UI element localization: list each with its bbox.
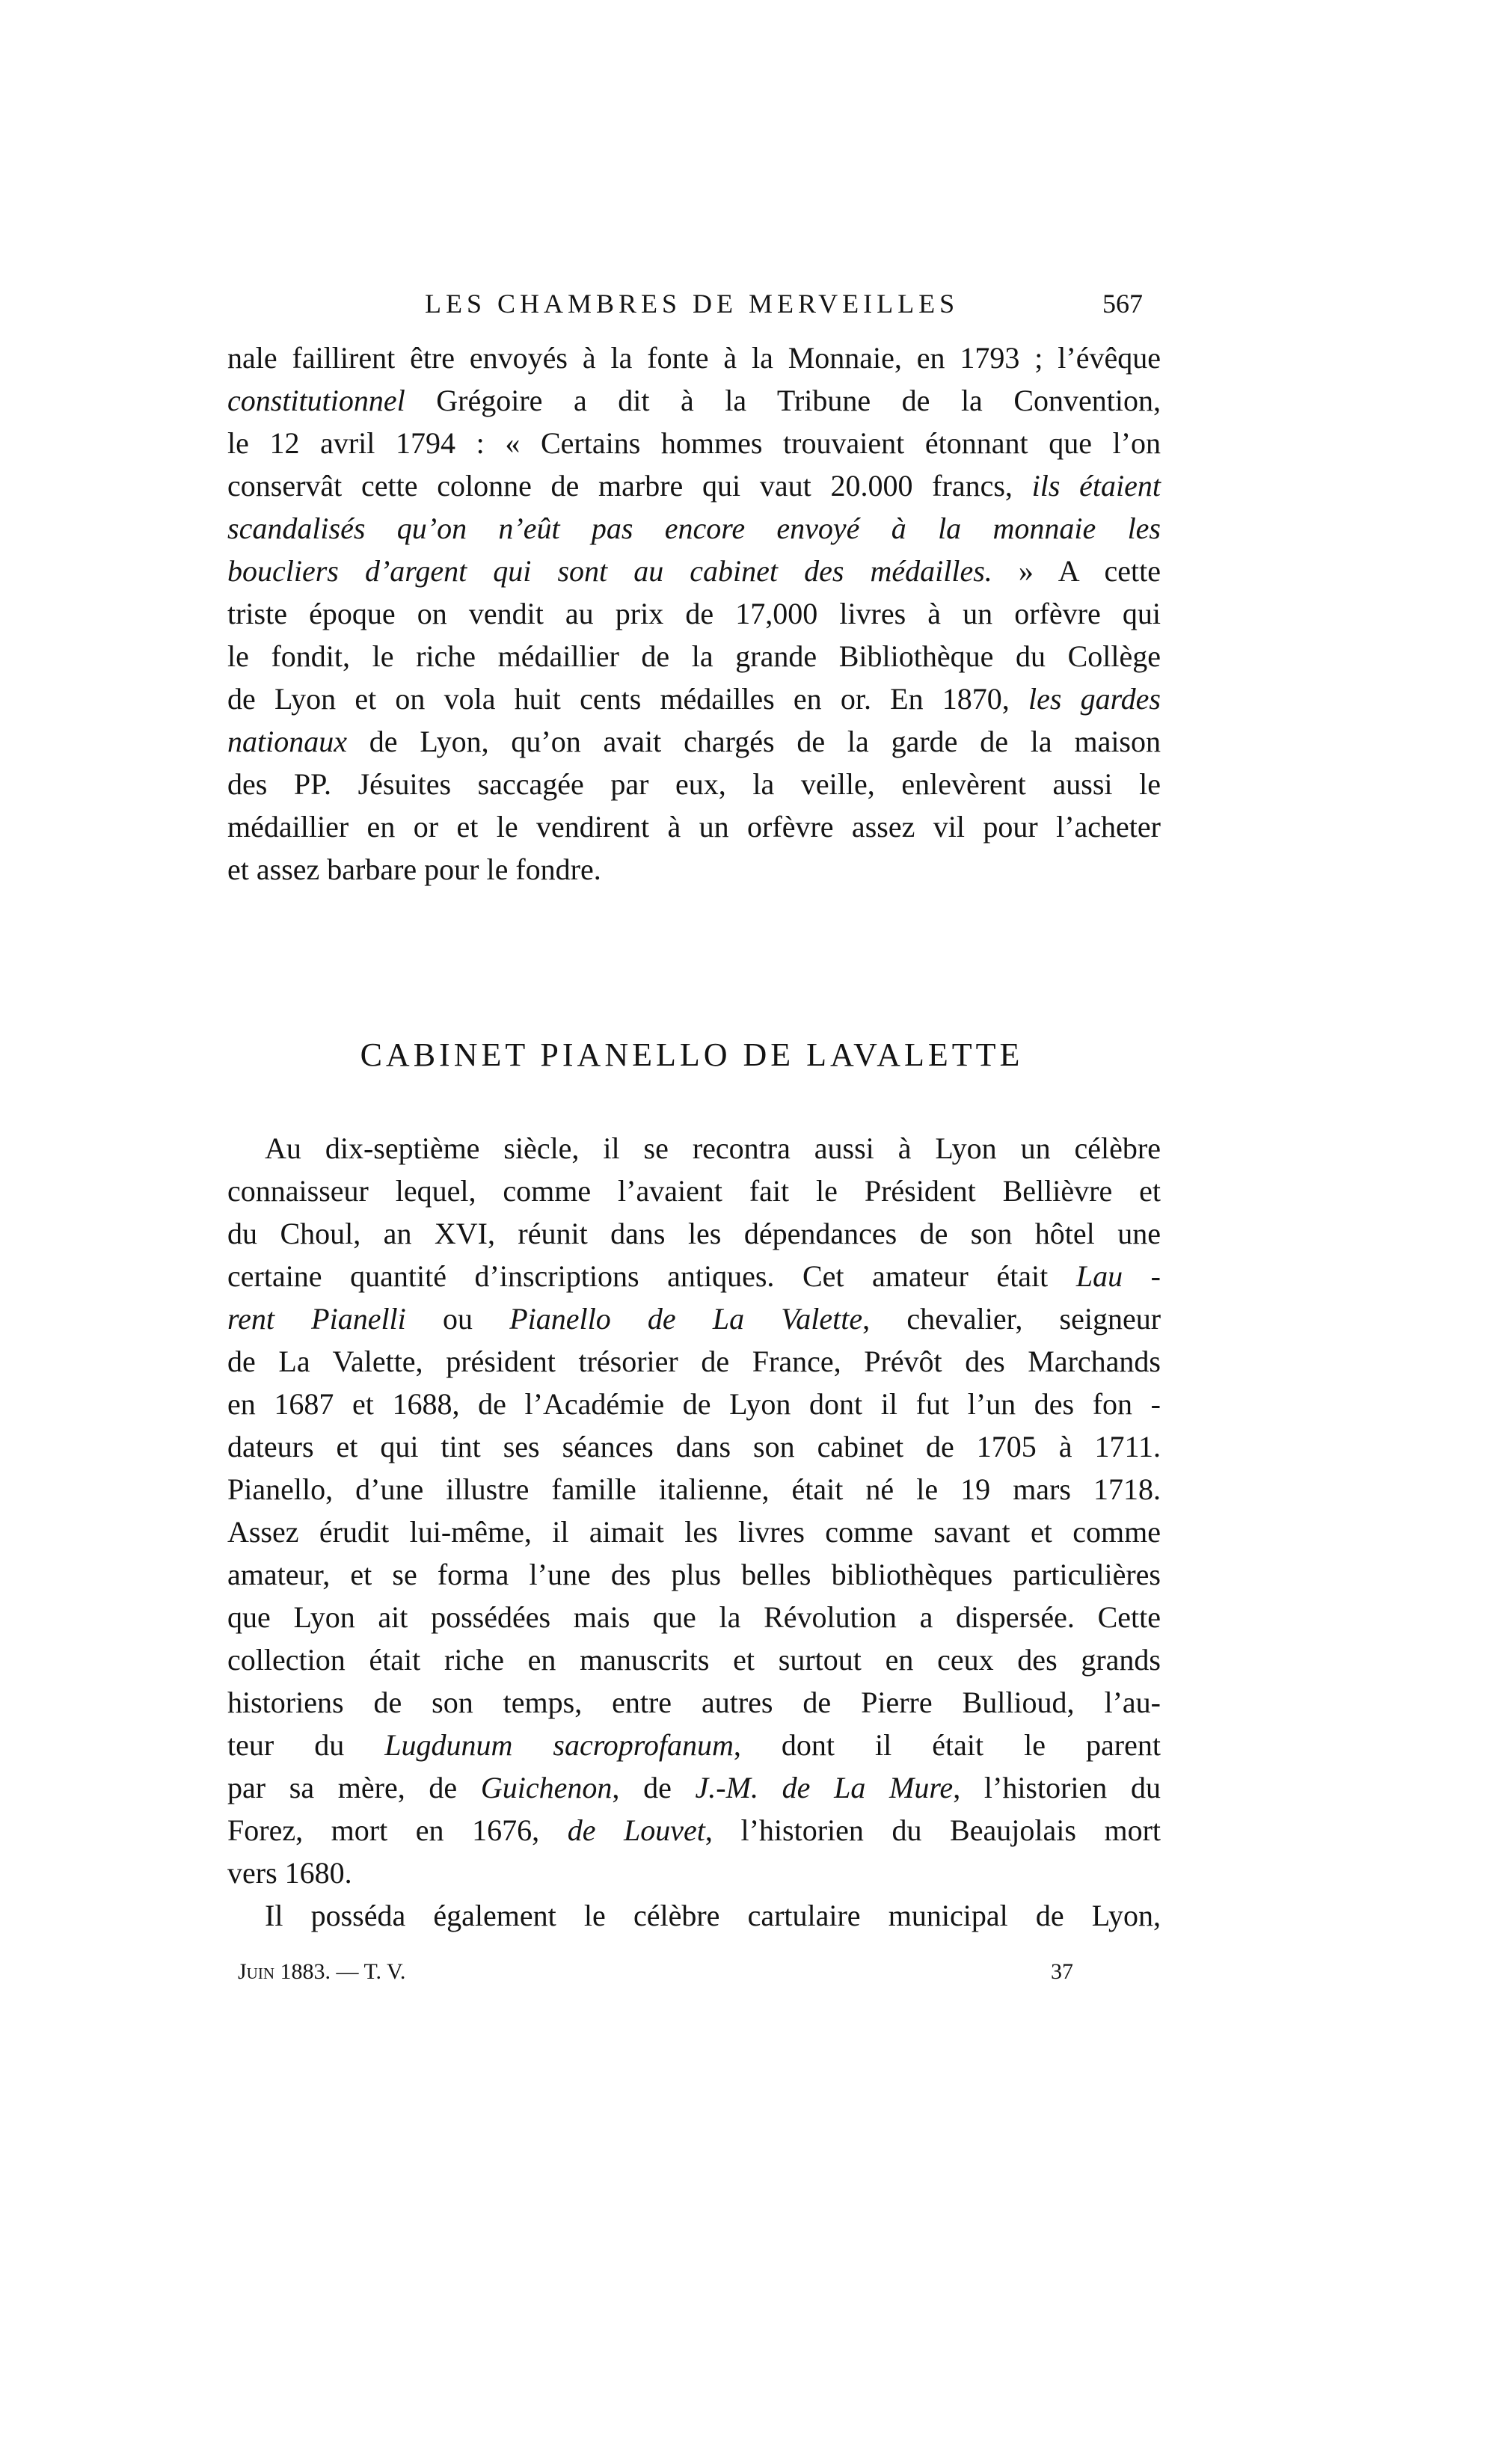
section-heading: CABINET PIANELLO DE LAVALETTE <box>360 1036 1024 1073</box>
text-run: triste époque on vendit au prix de 17,000 livres à un orfèvre qui <box>227 597 1161 630</box>
text-run: certaine quantité d’inscriptions antiques. Cet amateur était <box>227 1259 1076 1293</box>
text-run: historiens de son temps, entre autres de Pierre Bullioud, l’au- <box>227 1686 1161 1719</box>
italic-run: rent Pianelli <box>227 1302 406 1336</box>
text-line <box>227 1468 1161 1511</box>
text-run: , l’historien du <box>953 1771 1161 1804</box>
text-run: Pianello, d’une illustre famille italienne, était né le 19 mars 1718. <box>227 1472 1161 1506</box>
text-line <box>227 1681 1161 1724</box>
text-run: , chevalier, seigneur <box>862 1302 1161 1336</box>
italic-run: J.-M. de La Mure <box>695 1771 954 1804</box>
italic-run: Guichenon <box>480 1771 613 1804</box>
italic-run: de Louvet <box>567 1813 705 1847</box>
italic-run: scandalisés qu’on n’eût pas encore envoyé à la monnaie les <box>227 511 1161 545</box>
text-run: par sa mère, de <box>227 1771 481 1804</box>
paragraph-continuation <box>227 337 1161 891</box>
text-run: Il posséda également le célèbre cartulaire municipal de Lyon, <box>265 1899 1161 1932</box>
text-line <box>227 1425 1161 1468</box>
text-run: que Lyon ait possédées mais que la Révolution a dispersée. Cette <box>227 1600 1161 1634</box>
text-line <box>227 464 1161 507</box>
text-line <box>227 1596 1161 1638</box>
text-line <box>227 422 1161 464</box>
page-footer <box>238 1959 1105 1989</box>
signature-month: Juin <box>238 1959 274 1984</box>
text-run: Forez, mort en 1676, <box>227 1813 568 1847</box>
text-run: conservât cette colonne de marbre qui vaut 20.000 francs, <box>227 469 1032 503</box>
text-line <box>227 1894 1161 1937</box>
text-line <box>227 678 1161 720</box>
running-head <box>224 288 1159 325</box>
text-run: Au dix-septième siècle, il se recontra aussi à Lyon un célèbre <box>265 1131 1161 1165</box>
text-line <box>227 1212 1161 1255</box>
text-line <box>227 1255 1161 1297</box>
text-run: , l’historien du Beaujolais mort <box>705 1813 1161 1847</box>
text-run: Grégoire a dit à la Tribune de la Convention, <box>405 384 1161 417</box>
text-line <box>227 635 1161 678</box>
italic-run: nationaux <box>227 725 347 758</box>
italic-run: Pianello de La Valette <box>509 1302 863 1336</box>
text-run: » A cette <box>992 554 1161 588</box>
text-line <box>227 1170 1161 1212</box>
text-run: médaillier en or et le vendirent à un orfèvre assez vil pour l’acheter <box>227 810 1161 844</box>
text-run: teur du <box>227 1728 385 1762</box>
text-line <box>227 805 1161 848</box>
text-line <box>227 1297 1161 1340</box>
text-line <box>227 592 1161 635</box>
text-run: en 1687 et 1688, de l’Académie de Lyon dont il fut l’un des fon - <box>227 1387 1161 1421</box>
text-run: de Lyon, qu’on avait chargés de la garde de la maison <box>346 725 1161 758</box>
text-line <box>227 337 1161 379</box>
signature-date-volume: 1883. — T. V. <box>274 1959 406 1984</box>
text-run: , de <box>612 1771 696 1804</box>
text-run: connaisseur lequel, comme l’avaient fait le Président Bellièvre et <box>227 1174 1161 1208</box>
signature-mark <box>238 1959 405 1985</box>
italic-run: constitutionnel <box>227 384 405 417</box>
text-run: de Lyon et on vola huit cents médailles en or. En 1870, <box>227 682 1028 716</box>
text-line <box>227 848 1161 891</box>
text-run: Assez érudit lui-même, il aimait les livres comme savant et comme <box>227 1515 1161 1549</box>
text-line <box>227 1511 1161 1553</box>
running-title: LES CHAMBRES DE MERVEILLES <box>425 289 960 319</box>
text-run: des PP. Jésuites saccagée par eux, la veille, enlevèrent aussi le <box>227 767 1161 801</box>
sheet-number: 37 <box>1051 1959 1073 1984</box>
text-run: vers 1680. <box>227 1856 352 1890</box>
text-run: le fondit, le riche médaillier de la grande Bibliothèque du Collège <box>227 639 1161 673</box>
paragraph-cartulaire <box>227 1894 1161 1937</box>
text-line <box>227 550 1161 592</box>
text-line <box>227 1383 1161 1425</box>
text-run: de La Valette, président trésorier de France, Prévôt des Marchands <box>227 1345 1161 1378</box>
text-run: et assez barbare pour le fondre. <box>227 852 601 886</box>
text-run: amateur, et se forma l’une des plus belles bibliothèques particulières <box>227 1558 1161 1591</box>
italic-run: ils étaient <box>1031 469 1161 503</box>
text-run: le 12 avril 1794 : « Certains hommes trouvaient étonnant que l’on <box>227 426 1161 460</box>
text-line <box>227 1638 1161 1681</box>
text-line <box>227 1809 1161 1852</box>
text-run: nale faillirent être envoyés à la fonte à la Monnaie, en 1793 ; l’évêque <box>227 341 1161 375</box>
text-run: , dont il était le parent <box>733 1728 1161 1762</box>
text-line <box>227 763 1161 805</box>
italic-run: boucliers d’argent qui sont au cabinet des médailles. <box>227 554 992 588</box>
text-line <box>227 1127 1161 1170</box>
text-line <box>227 1852 1161 1894</box>
italic-run: Lugdunum sacroprofanum <box>384 1728 734 1762</box>
text-line <box>227 1553 1161 1596</box>
text-line <box>227 507 1161 550</box>
italic-run: Lau - <box>1075 1259 1161 1293</box>
italic-run: les gardes <box>1028 682 1161 716</box>
text-line <box>227 379 1161 422</box>
text-line <box>227 1340 1161 1383</box>
text-run: collection était riche en manuscrits et surtout en ceux des grands <box>227 1643 1161 1677</box>
paragraph-cabinet-pianello <box>227 1127 1161 1937</box>
text-line <box>227 1724 1161 1766</box>
text-line <box>227 1766 1161 1809</box>
text-run: dateurs et qui tint ses séances dans son cabinet de 1705 à 1711. <box>227 1430 1161 1463</box>
page-number: 567 <box>1102 289 1143 319</box>
text-run: ou <box>405 1302 510 1336</box>
text-run: du Choul, an XVI, réunit dans les dépendances de son hôtel une <box>227 1217 1161 1250</box>
text-line <box>227 720 1161 763</box>
